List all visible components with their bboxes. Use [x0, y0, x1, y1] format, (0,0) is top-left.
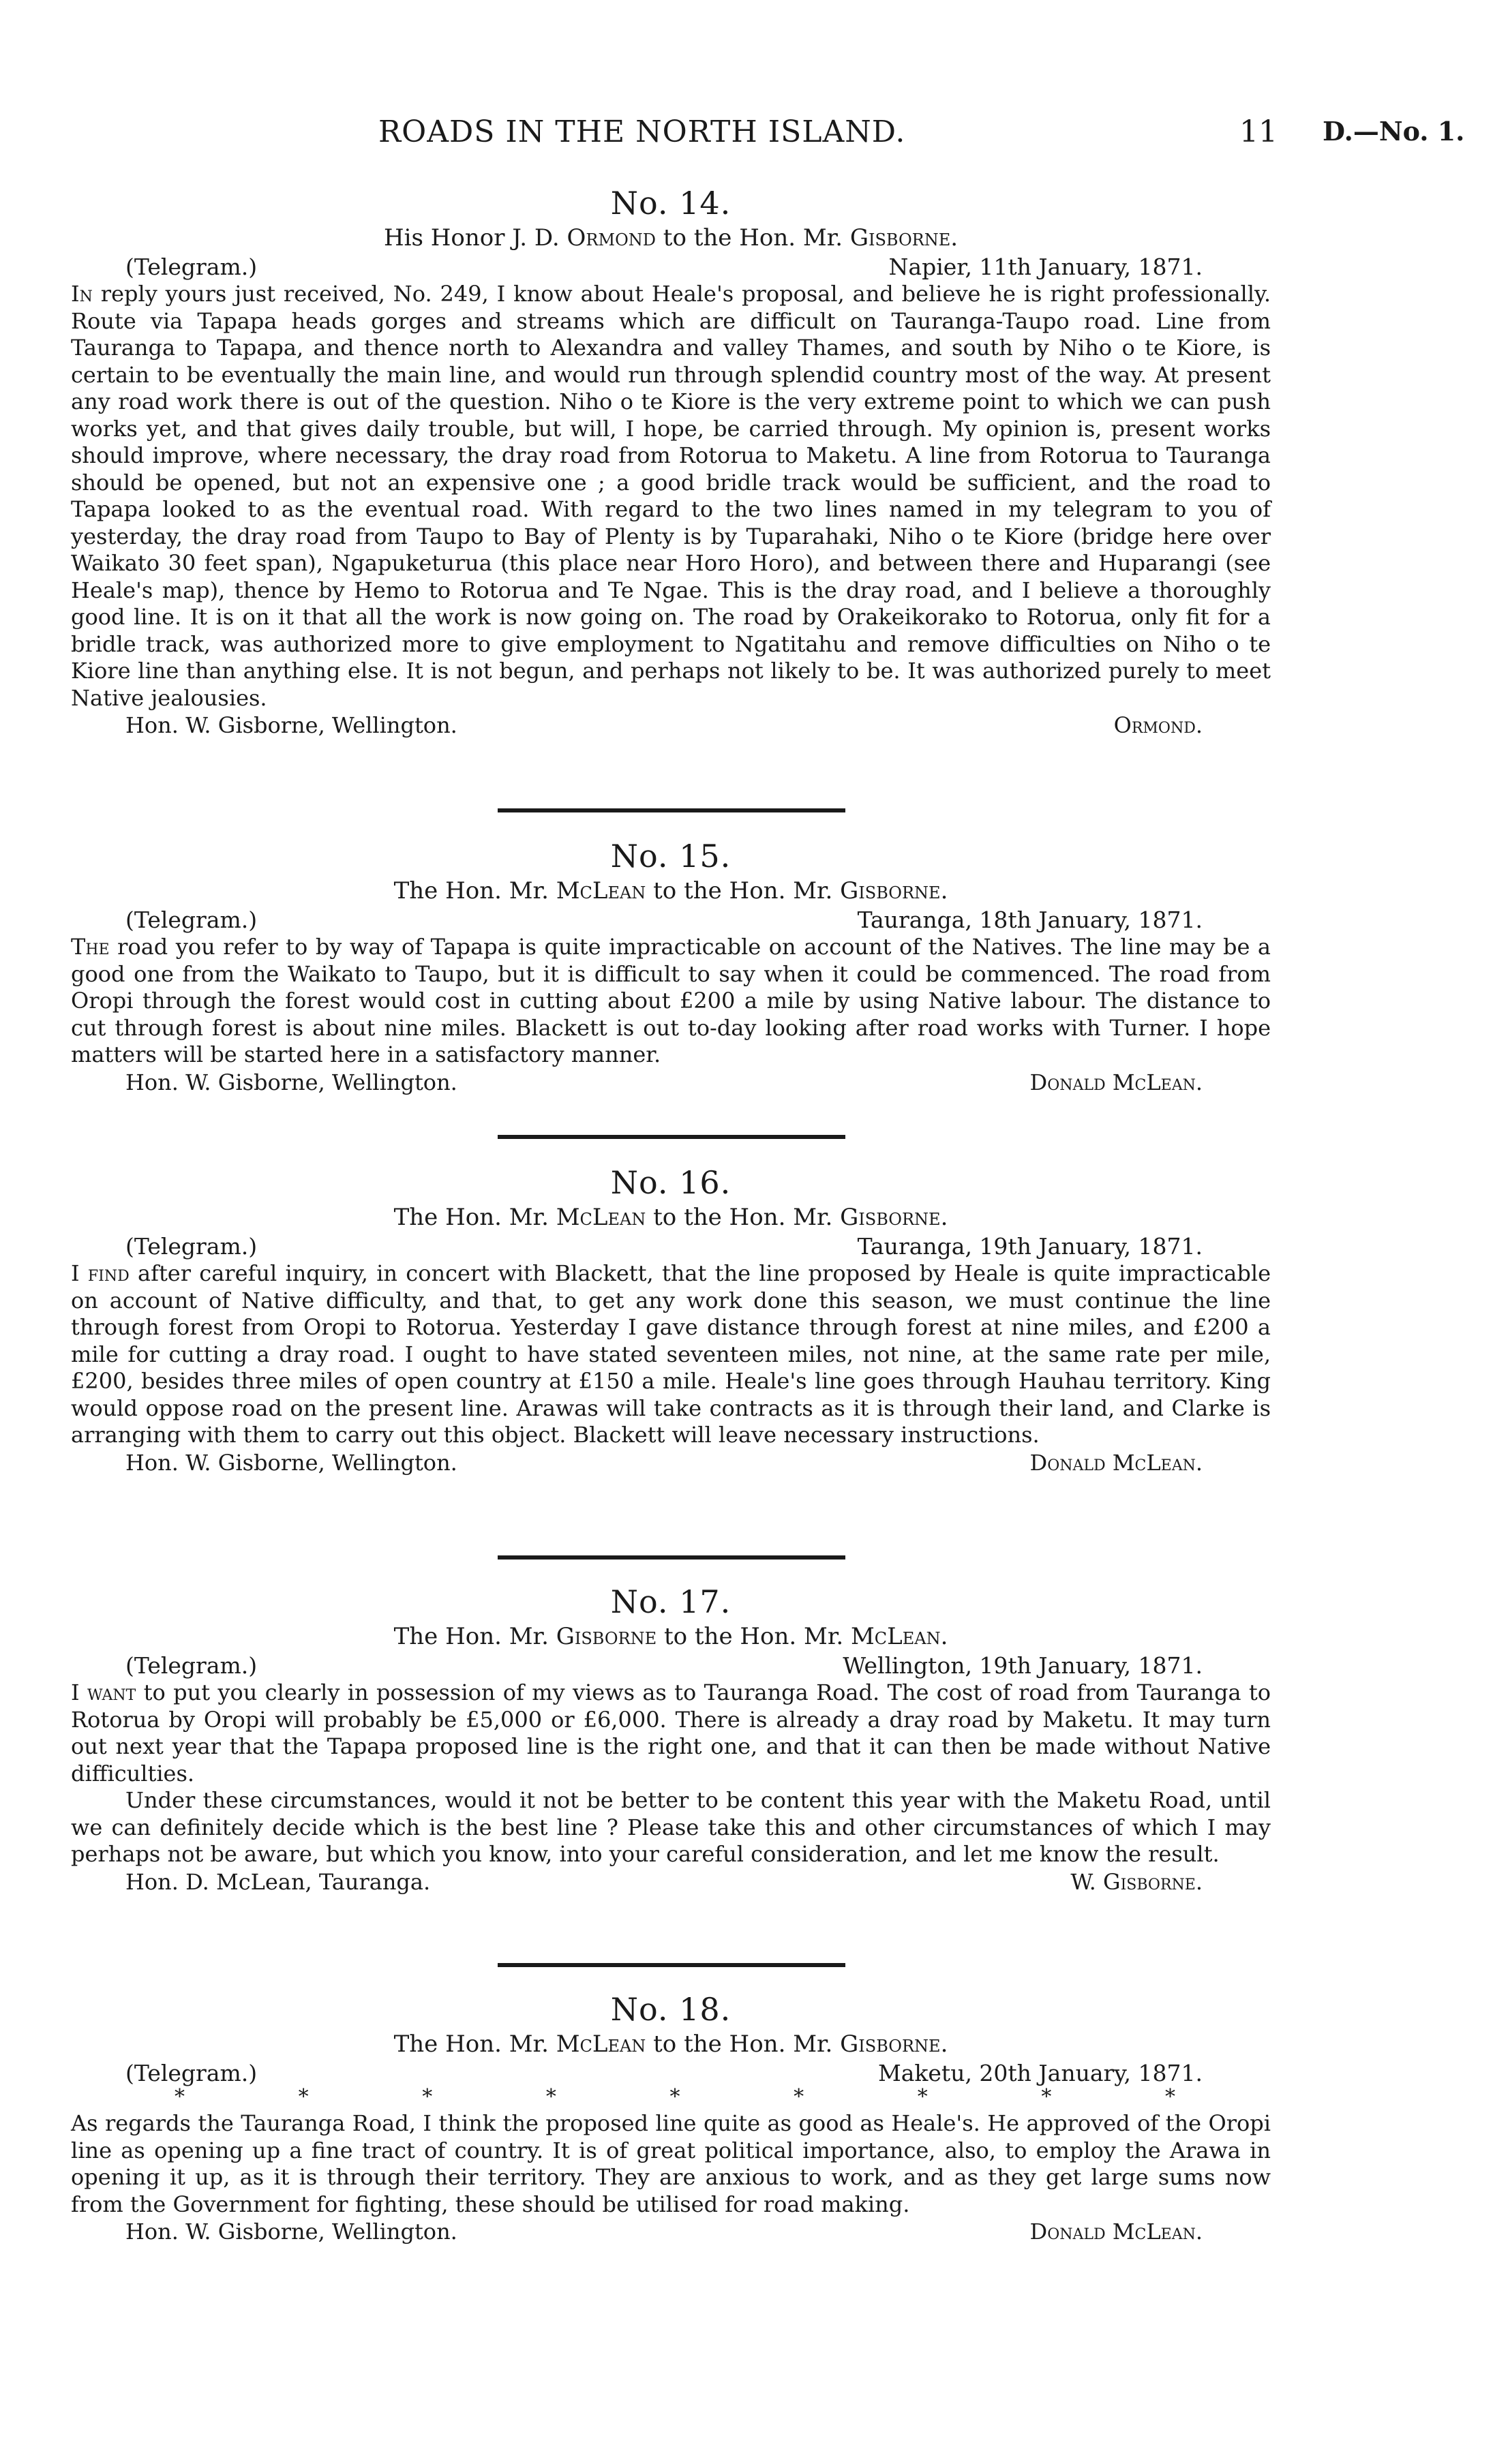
section-number: No. 14.: [610, 185, 732, 222]
signature-line: [71, 2218, 1271, 2245]
place-date: Wellington, 19th January, 1871.: [843, 1652, 1203, 1679]
telegram-line: [71, 907, 1271, 934]
sender: Ormond: [567, 224, 656, 252]
asterisk: *: [794, 2085, 804, 2109]
section-number: No. 15.: [610, 838, 732, 874]
telegram-line: [71, 254, 1271, 281]
section-number: No. 18.: [610, 1991, 732, 2028]
page-number: 11: [1239, 115, 1278, 149]
section-divider: [498, 1135, 845, 1139]
asterisk: *: [545, 2085, 556, 2109]
section-heading: The Hon. Mr. McLean to the Hon. Mr. Gisborne.: [393, 1204, 948, 1231]
place-date: Tauranga, 19th January, 1871.: [857, 1233, 1203, 1260]
sender: McLean: [556, 2030, 646, 2058]
telegram-body: The road you refer to by way of Tapapa is quite impracticable on account of the Natives. The line may be a good one from the Waikato to Taupo, but it is difficult to say when it could be commenced. The road from Oropi through the forest would cost in cutting about £200 a mile by using Native labour. The distance to cut through forest is about nine miles. Blackett is out to-day looking after road works with Turner. I hope matters will be started here in a satisfactory manner.: [71, 934, 1271, 1067]
section-number: No. 17.: [610, 1583, 732, 1620]
recipient: McLean.: [850, 1623, 948, 1650]
telegram-label: (Telegram.): [125, 907, 258, 933]
signature-line: [71, 1449, 1271, 1476]
telegram-body: As regards the Tauranga Road, I think the proposed line quite as good as Heale's. He approved of the Oropi line as opening up a fine tract of country. It is of great political importance, also, to employ the Arawa in opening it up, as it is through their territory. They are anxious to work, and as they get large sums now from the Government for fighting, these should be utilised for road making.: [71, 2110, 1271, 2217]
asterisk: *: [669, 2085, 680, 2109]
running-header: [0, 115, 1508, 155]
telegram-line: [71, 1652, 1271, 1679]
recipient: Gisborne.: [840, 2030, 948, 2058]
addressee: Hon. W. Gisborne, Wellington.: [125, 1069, 457, 1095]
signature: Donald McLean.: [1029, 2219, 1203, 2245]
signature: Donald McLean.: [1029, 1449, 1203, 1476]
section-heading: His Honor J. D. Ormond to the Hon. Mr. Gisborne.: [383, 224, 959, 252]
signature-line: [71, 1069, 1271, 1096]
addressee: Hon. W. Gisborne, Wellington.: [125, 712, 457, 738]
telegram-body: In reply yours just received, No. 249, I know about Heale's proposal, and believe he is right professionally. Route via Tapapa heads gorges and streams which are difficult on Tauranga-Taupo road. Line from Tauranga to Tapapa, and thence north to Alexandra and valley Thames, and south by Niho o te Kiore, is certain to be eventually the main line, and would run through splendid country most of the way. At present any road work there is out of the question. Niho o te Kiore is the very extreme point to which we can push works yet, and that gives daily trouble, but will, I hope, be carried through. My opinion is, present works should improve, where necessary, the dray road from Rotorua to Maketu. A line from Rotorua to Tauranga should be opened, but not an expensive one ; a good bridle track would be sufficient, and the road to Tapapa looked to as the eventual road. With regard to the two lines named in my telegram to you of yesterday, the dray road from Taupo to Bay of Plenty is by Tuparahaki, Niho o te Kiore (bridge here over Waikato 30 feet span), Ngapuketurua (this place near Horo Horo), and between there and Huparangi (see Heale's map), thence by Hemo to Rotorua and Te Ngae. This is the dray road, and I believe a thoroughly good line. It is on it that all the work is now going on. The road by Orakeikorako to Rotorua, only fit for a bridle track, was authorized more to give employment to Ngatitahu and remove difficulties on Niho o te Kiore line than anything else. It is not begun, and perhaps not likely to be. It was authorized purely to meet Native jealousies.: [71, 281, 1271, 711]
place-date: Tauranga, 18th January, 1871.: [857, 907, 1203, 933]
telegram-body: I want to put you clearly in possession of my views as to Tauranga Road. The cost of road from Tauranga to Rotorua by Oropi will probably be £5,000 or £6,000. There is already a dray road by Maketu. It may turn out next year that the Tapapa proposed line is the right one, and that it can then be made without Native difficulties.: [71, 1679, 1271, 1786]
addressee: Hon. W. Gisborne, Wellington.: [125, 2219, 457, 2245]
telegram-label: (Telegram.): [125, 254, 258, 280]
running-title: ROADS IN THE NORTH ISLAND.: [378, 115, 906, 149]
telegram-body-paragraph-2: Under these circumstances, would it not be better to be content this year with the Maketu Road, until we can definitely decide which is the best line ? Please take this and other circumstances of which I may perhaps not be aware, but which you know, into your careful consideration, and let me know the result.: [71, 1787, 1271, 1867]
asterisk: *: [175, 2085, 185, 2109]
asterisk: *: [298, 2085, 309, 2109]
recipient: Gisborne.: [840, 877, 948, 904]
asterisk: *: [1041, 2085, 1052, 2109]
telegram-line: [71, 1233, 1271, 1260]
asterisk: *: [1165, 2085, 1175, 2109]
telegram-line: [71, 2060, 1271, 2087]
section-heading: The Hon. Mr. McLean to the Hon. Mr. Gisborne.: [393, 877, 948, 904]
telegram-section-15: [71, 837, 1271, 1096]
telegram-label: (Telegram.): [125, 1652, 258, 1679]
recipient: Gisborne.: [849, 224, 959, 252]
telegram-body: I find after careful inquiry, in concert with Blackett, that the line proposed by Heale is quite impracticable on account of Native difficulty, and that, to get any work done this season, we must continue the line through forest from Oropi to Rotorua. Yesterday I gave distance through forest at nine miles, and £200 a mile for cutting a dray road. I ought to have stated seventeen miles, not nine, at the same rate per mile, £200, besides three miles of open country at £150 a mile. Heale's line goes through Hauhau territory. King would oppose road on the present line. Arawas will take contracts as it is through their land, and Clarke is arranging with them to carry out this object. Blackett will leave necessary instructions.: [71, 1260, 1271, 1448]
omission-asterisks: [71, 2087, 1271, 2110]
section-divider: [498, 808, 845, 812]
telegram-label: (Telegram.): [125, 2060, 258, 2086]
asterisk: *: [422, 2085, 433, 2109]
signature: Ormond.: [1113, 712, 1203, 738]
telegram-section-16: [71, 1163, 1271, 1476]
telegram-section-18: [71, 1990, 1271, 2245]
place-date: Napier, 11th January, 1871.: [888, 254, 1203, 280]
document-reference: D.—No. 1.: [1323, 116, 1465, 147]
sender: McLean: [556, 1204, 646, 1231]
section-heading: The Hon. Mr. McLean to the Hon. Mr. Gisborne.: [393, 2030, 948, 2058]
signature: W. Gisborne.: [1070, 1868, 1203, 1895]
section-divider: [498, 1555, 845, 1560]
telegram-section-14: [71, 184, 1271, 739]
signature-line: [71, 712, 1271, 739]
addressee: Hon. W. Gisborne, Wellington.: [125, 1449, 457, 1476]
sender: Gisborne: [556, 1623, 657, 1650]
asterisk: *: [917, 2085, 928, 2109]
sender: McLean: [556, 877, 646, 904]
section-divider: [498, 1963, 845, 1967]
telegram-label: (Telegram.): [125, 1233, 258, 1260]
section-number: No. 16.: [610, 1164, 732, 1201]
recipient: Gisborne.: [840, 1204, 948, 1231]
signature: Donald McLean.: [1029, 1069, 1203, 1095]
signature-line: [71, 1868, 1271, 1896]
section-heading: The Hon. Mr. Gisborne to the Hon. Mr. McLean.: [393, 1623, 948, 1650]
place-date: Maketu, 20th January, 1871.: [877, 2060, 1203, 2086]
telegram-section-17: [71, 1583, 1271, 1896]
addressee: Hon. D. McLean, Tauranga.: [125, 1868, 431, 1895]
